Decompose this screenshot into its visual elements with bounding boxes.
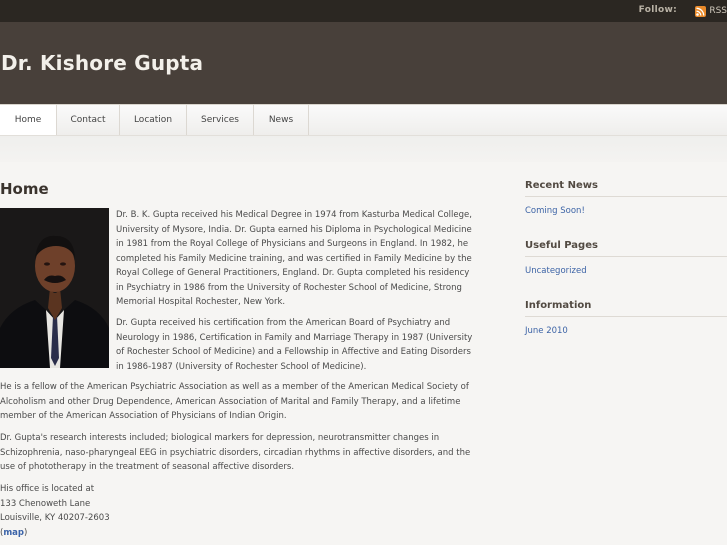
map-open-paren: ( [0,527,4,538]
main-nav [0,105,727,136]
sub-bar [0,136,727,162]
sidebar [525,180,727,360]
office-intro: His office is located at [0,484,95,494]
link-uncategorized[interactable]: Uncategorized [525,266,587,276]
link-coming-soon[interactable]: Coming Soon! [525,206,585,216]
office-address [0,482,300,540]
widget-information [525,300,727,360]
widget-recent-news [525,180,727,240]
office-street: 133 Chenoweth Lane [0,498,91,509]
map-link[interactable]: map [3,527,25,538]
rss-link[interactable] [695,4,727,18]
nav-item-contact[interactable]: Contact [57,105,120,135]
doctor-photo [0,208,109,368]
page-title: Home [0,180,49,198]
bio-paragraph-2: Dr. Gupta received his certification from the American Board of Psychiatry and Neurology in 1986, Certification in Family and Marriage Therapy in 1987 (University of Rochester School of Medicine) and a Fellowship in Affective and Eating Disorders in 1986-1987 (University of Rochester School of Medicine). [116,318,473,372]
nav-item-home[interactable]: Home [0,105,57,135]
site-title[interactable]: Dr. Kishore Gupta [1,51,204,75]
widget-title-useful-pages: Useful Pages [525,240,727,257]
site-header [0,22,727,105]
rss-icon [695,6,706,17]
map-close-paren: ) [24,527,28,538]
widget-title-recent-news: Recent News [525,180,727,197]
nav-item-location[interactable]: Location [120,105,187,135]
nav-item-services[interactable]: Services [187,105,254,135]
widget-title-information: Information [525,300,727,317]
office-city: Louisville, KY 40207-2603 [0,513,110,523]
widget-useful-pages [525,240,727,300]
link-june-2010[interactable]: June 2010 [525,326,568,336]
top-bar [0,0,727,22]
bio-paragraph-1: Dr. B. K. Gupta received his Medical Degree in 1974 from Kasturba Medical College, University of Mysore, India. Dr. Gupta earned his Diploma in Psychological Medicine in 1981 from the Royal College of Physicians and Surgeons in England. In 1982, he completed his Family Medicine training, and was certified in Family Medicine by the Royal College of General Practitioners, England. Dr. Gupta completed his residency in Psychiatry in 1986 from the University of Rochester School of Medicine, Strong Memorial Hospital Rochester, New York. [116,210,472,307]
rss-label: RSS [709,6,727,16]
follow-label: Follow: [638,5,677,15]
nav-item-news[interactable]: News [254,105,309,135]
bio-paragraph-3: He is a fellow of the American Psychiatric Association as well as a member of the American Medical Society of Alcoholism and other Drug Dependence, American Association of Marital and Family Therapy, and a lifetime member of the American Association of Physicians of Indian Origin. [0,382,469,421]
bio-paragraph-4: Dr. Gupta's research interests included; biological markers for depression, neurotransmitter changes in Schizophrenia, naso-pharyngeal EEG in psychiatric disorders, circadian rhythms in affective disorders, and the use of phototherapy in the treatment of seasonal affective disorders. [0,433,471,472]
